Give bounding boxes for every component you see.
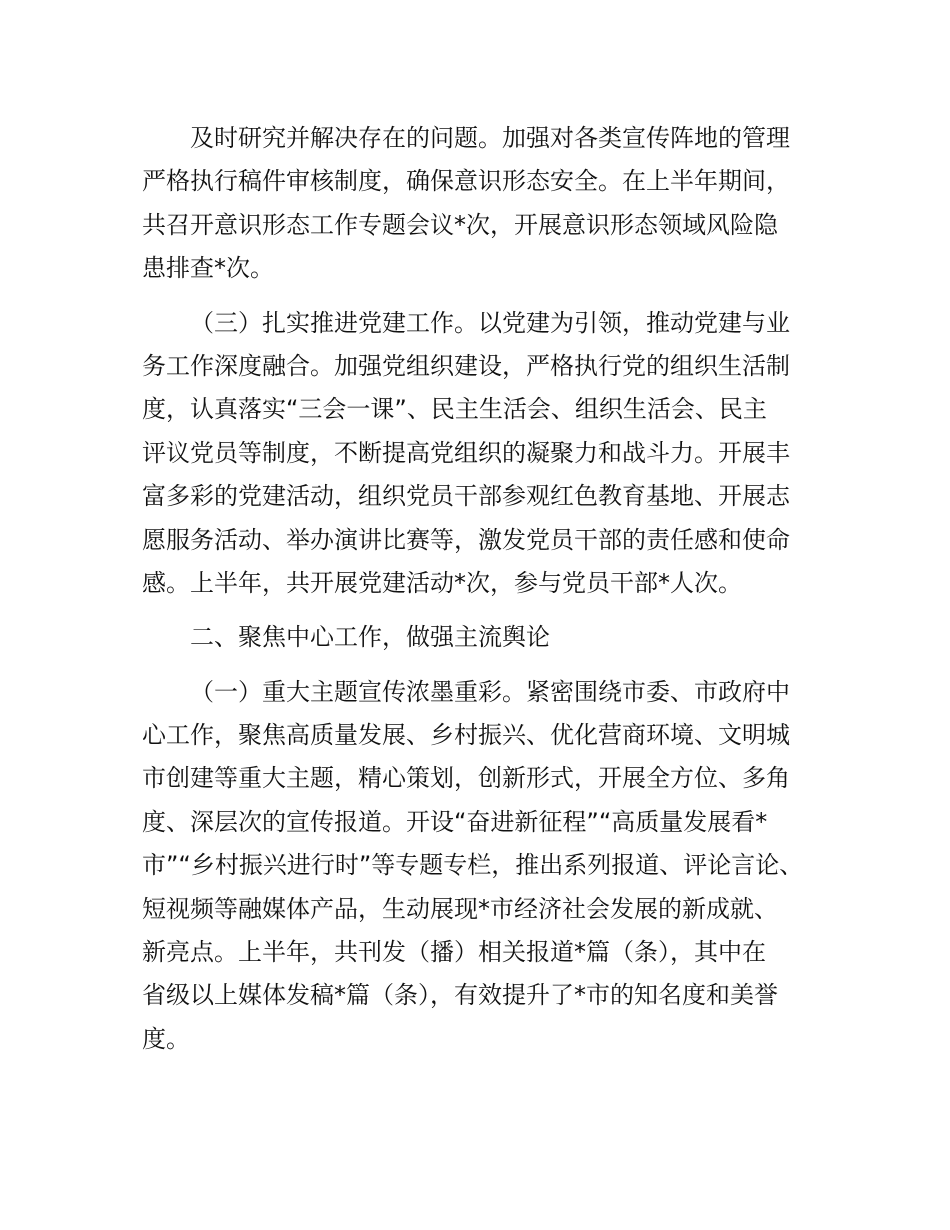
text-line: 感。上半年，共开展党建活动*次，参与党员干部*人次。 (142, 568, 742, 597)
text-line: 评议党员等制度，不断提高党组织的凝聚力和战斗力。开展丰 (142, 438, 790, 467)
text-line: 严格执行稿件审核制度，确保意识形态安全。在上半年期间， (142, 167, 790, 196)
text-line: 度，认真落实“三会一课”、民主生活会、组织生活会、民主 (142, 395, 767, 424)
text-line: 新亮点。上半年，共刊发（播）相关报道*篇（条），其中在 (142, 938, 766, 967)
text-line: 及时研究并解决存在的问题。加强对各类宣传阵地的管理 (190, 124, 790, 152)
section-heading (142, 616, 822, 659)
text-line: 共召开意识形态工作专题会议*次，开展意识形态领域风险隐 (142, 210, 778, 239)
text-line: 患排查*次。 (142, 254, 274, 283)
text-line: 短视频等融媒体产品，生动展现*市经济社会发展的新成就、 (142, 894, 778, 923)
text-line: 富多彩的党建活动，组织党员干部参观红色教育基地、开展志 (142, 482, 790, 511)
text-line: （一）重大主题宣传浓墨重彩。紧密围绕市委、市政府中 (190, 677, 790, 706)
text-line: 愿服务活动、举办演讲比赛等，激发党员干部的责任感和使命 (142, 525, 790, 554)
text-line: 市”“乡村振兴进行时”等专题专栏，推出系列报道、评论言论、 (142, 851, 804, 880)
text-line: 务工作深度融合。加强党组织建设，严格执行党的组织生活制 (142, 351, 790, 380)
text-line: 度。 (142, 1024, 190, 1053)
document-page (142, 117, 822, 1061)
paragraph-ideology-continued (142, 117, 822, 291)
paragraph-party-building (142, 302, 822, 606)
text-line: 度、深层次的宣传报道。开设“奋进新征程”“高质量发展看* (142, 807, 768, 836)
paragraph-major-theme-publicity (142, 671, 822, 1062)
heading-line: 二、聚焦中心工作，做强主流舆论 (190, 623, 550, 652)
text-line: 心工作，聚焦高质量发展、乡村振兴、优化营商环境、文明城 (142, 721, 790, 750)
text-line: 省级以上媒体发稿*篇（条），有效提升了*市的知名度和美誉 (142, 981, 778, 1010)
text-line: （三）扎实推进党建工作。以党建为引领，推动党建与业 (190, 308, 790, 337)
text-line: 市创建等重大主题，精心策划，创新形式，开展全方位、多角 (142, 764, 790, 793)
